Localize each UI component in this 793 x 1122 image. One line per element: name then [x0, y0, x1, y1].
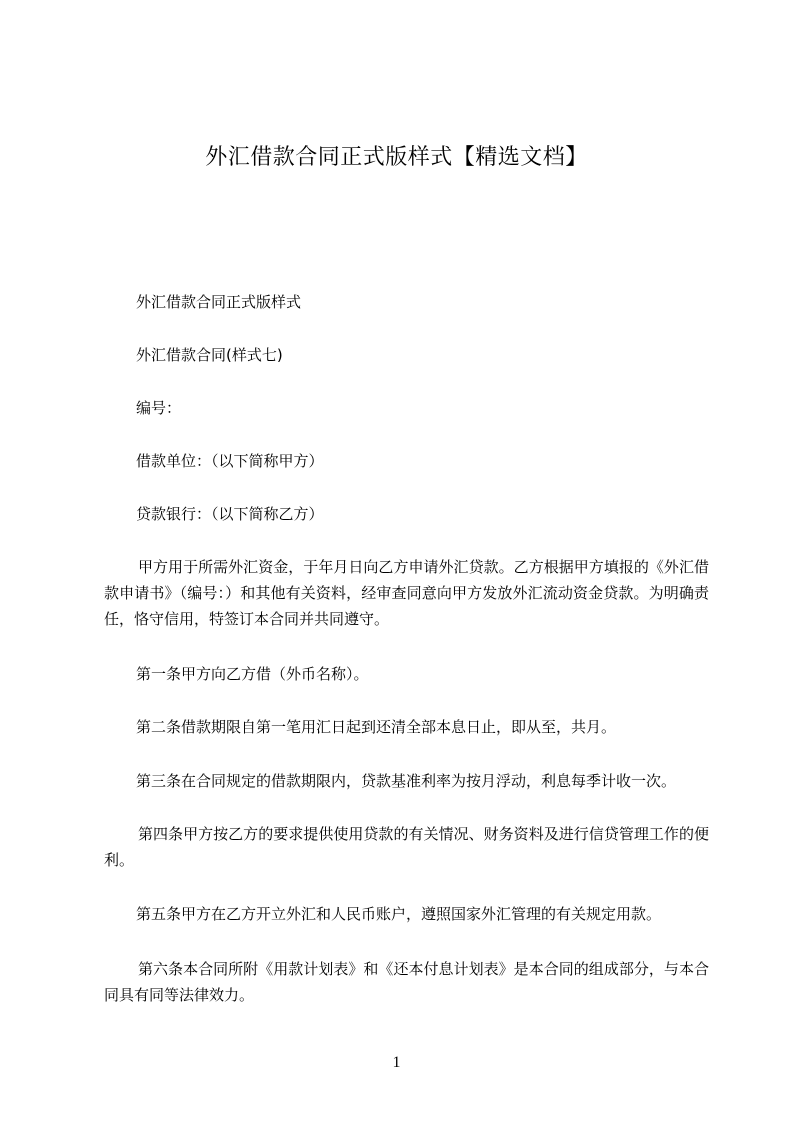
borrower-line: 借款单位：（以下简称甲方） [136, 452, 324, 470]
article-2: 第二条借款期限自第一笔用汇日起到还清全部本息日止，即从至，共月。 [136, 718, 617, 736]
heading-line: 外汇借款合同正式版样式 [136, 293, 302, 311]
article-5: 第五条甲方在乙方开立外汇和人民币账户，遵照国家外汇管理的有关规定用款。 [136, 905, 662, 923]
lender-line: 贷款银行：（以下简称乙方） [136, 505, 324, 523]
contract-number-line: 编号： [136, 399, 182, 417]
page-number: 1 [392, 1054, 401, 1071]
article-4: 第四条甲方按乙方的要求提供使用贷款的有关情况、财务资料及进行信贷管理工作的便利。 [104, 825, 709, 869]
article-3: 第三条在合同规定的借款期限内，贷款基准利率为按月浮动，利息每季计收一次。 [136, 772, 677, 790]
article-6: 第六条本合同所附《用款计划表》和《还本付息计划表》是本合同的组成部分，与本合同具有同等法律效力。 [104, 960, 709, 1004]
document-title: 外汇借款合同正式版样式【精选文档】 [205, 145, 588, 170]
preamble-paragraph: 甲方用于所需外汇资金，于年月日向乙方申请外汇贷款。乙方根据甲方填报的《外汇借款申请书》（编号：）和其他有关资料，经审查同意向甲方发放外汇流动资金贷款。为明确责任，恪守信用，特签订本合同并共同遵守。 [104, 558, 709, 628]
article-1: 第一条甲方向乙方借（外币名称）。 [136, 665, 369, 683]
subtitle-line: 外汇借款合同(样式七) [136, 346, 283, 364]
